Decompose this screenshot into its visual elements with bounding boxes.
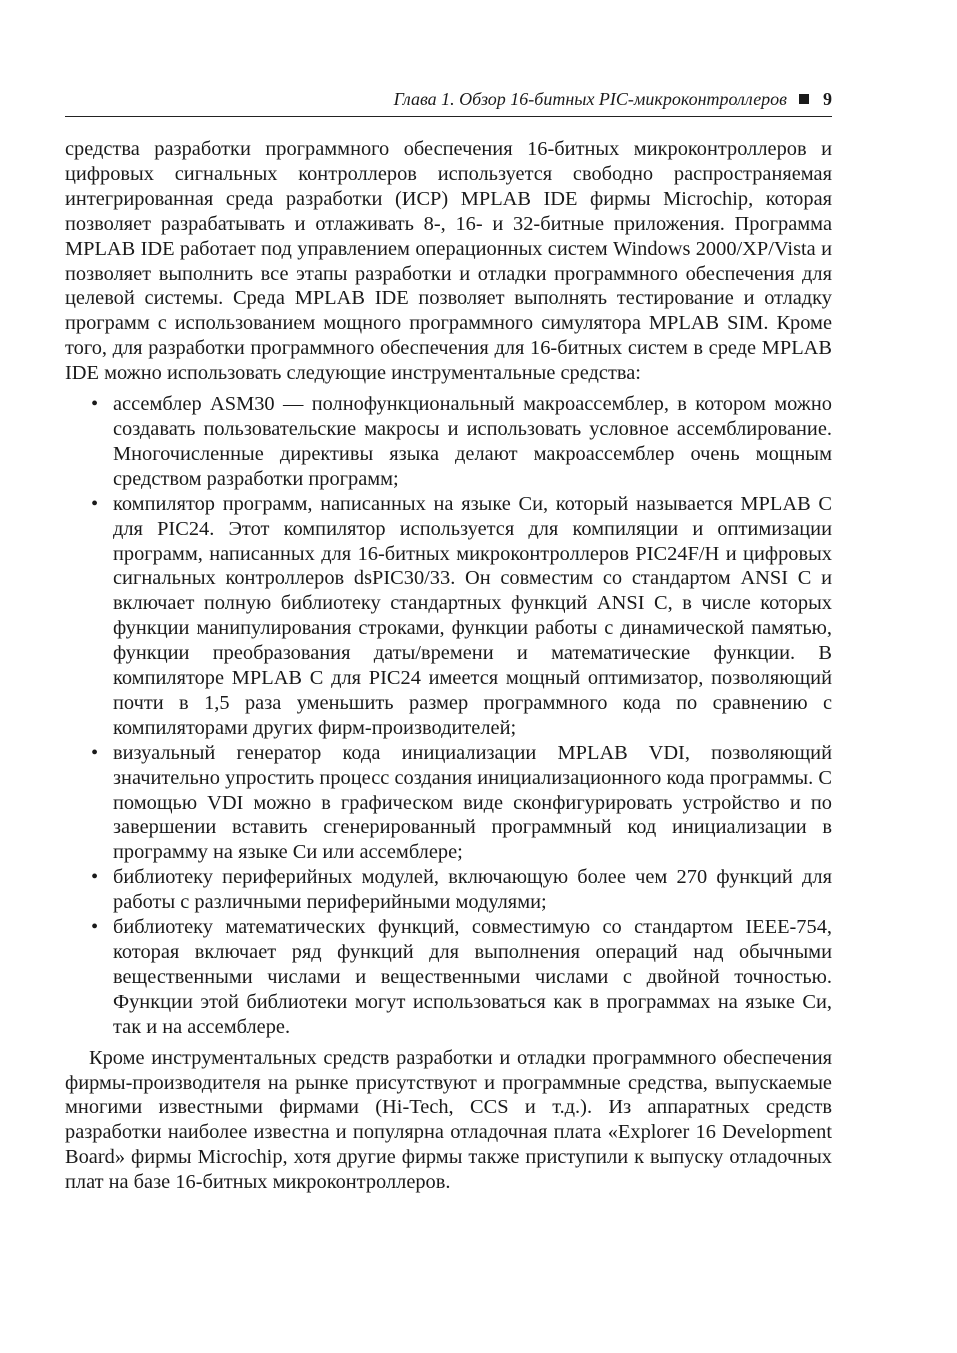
running-header	[65, 88, 832, 117]
list-item	[65, 741, 832, 866]
list-item	[65, 492, 832, 741]
book-page	[65, 88, 832, 1195]
closing-paragraph: Кроме инструментальных средств разработки и отладки программного обеспечения фирмы-производителя на рынке присутствуют и программные средства, выпускаемые многими известными фирмами (Hi-Tech, CCS и т.д.). Из аппаратных средств разработки наиболее известна и популярна отладочная плата «Explorer 16 Development Board» фирмы Microchip, хотя другие фирмы также приступили к выпуску отладочных плат на базе 16-битных микроконтроллеров.	[65, 1046, 832, 1194]
list-item-text: ассемблер ASM30 — полнофункциональный макроассемблер, в котором можно создавать пользовательские макросы и использовать условное ассемблирование. Многочисленные директивы языка делают макроассемблер очень мощным средством разработки программ;	[113, 393, 832, 490]
list-item	[65, 915, 832, 1040]
page-number: 9	[823, 89, 832, 109]
list-item	[65, 865, 832, 915]
list-item-text: библиотеку периферийных модулей, включающую более чем 270 функций для работы с различными периферийными модулями;	[113, 866, 832, 914]
bullet-icon: •	[91, 741, 99, 764]
tools-list	[65, 392, 832, 1040]
bullet-icon: •	[91, 916, 99, 939]
square-bullet-icon	[799, 94, 809, 104]
body-text	[65, 137, 832, 1195]
list-item-text: компилятор программ, написанных на языке Си, который называется MPLAB C для PIC24. Этот компилятор используется для компиляции и оптимизации программ, написанных для 16-битных микроконтроллеров PIC24F/H и цифровых сигнальных контроллеров dsPIC30/33. Он совместим со стандартом ANSI C и включает полную библиотеку стандартных функций ANSI C, в числе которых функции манипулирования строками, функции работы с динамической памятью, функции преобразования даты/времени и математические функции. В компиляторе MPLAB C для PIC24 имеется мощный оптимизатор, позволяющий почти в 1,5 раза уменьшить размер программного кода по сравнению с компиляторами других фирм-производителей;	[113, 492, 832, 739]
list-item	[65, 392, 832, 492]
list-item-text: визуальный генератор кода инициализации MPLAB VDI, позволяющий значительно упростить процесс создания инициализационного кода программы. С помощью VDI можно в графическом виде сконфигурировать устройство и по завершении вставить сгенерированный программный код инициализации в программу на языке Си или ассемблере;	[113, 741, 832, 864]
bullet-icon: •	[91, 393, 99, 416]
bullet-icon: •	[91, 492, 99, 515]
list-item-text: библиотеку математических функций, совместимую со стандартом IEEE-754, которая включает ряд функций для выполнения операций над обычными вещественными числами и вещественными числами с двойной точностью. Функции этой библиотеки могут использоваться как в программах на языке Си, так и на ассемблере.	[113, 916, 832, 1038]
intro-paragraph: средства разработки программного обеспечения 16-битных микроконтроллеров и цифровых сигнальных контроллеров используется свободно распространяемая интегрированная среда разработки (ИСР) MPLAB IDE фирмы Microchip, которая позволяет разрабатывать и отлаживать 8-, 16- и 32-битные приложения. Программа MPLAB IDE работает под управлением операционных систем Windows 2000/XP/Vista и позволяет выполнить все этапы разработки и отладки программного обеспечения для целевой системы. Среда MPLAB IDE позволяет выполнять тестирование и отладку программ с использованием мощного программного симулятора MPLAB SIM. Кроме того, для разработки программного обеспечения для 16-битных систем в среде MPLAB IDE можно использовать следующие инструментальные средства:	[65, 138, 832, 385]
chapter-title: Глава 1. Обзор 16-битных PIC-микроконтроллеров	[393, 89, 787, 109]
bullet-icon: •	[91, 866, 99, 889]
